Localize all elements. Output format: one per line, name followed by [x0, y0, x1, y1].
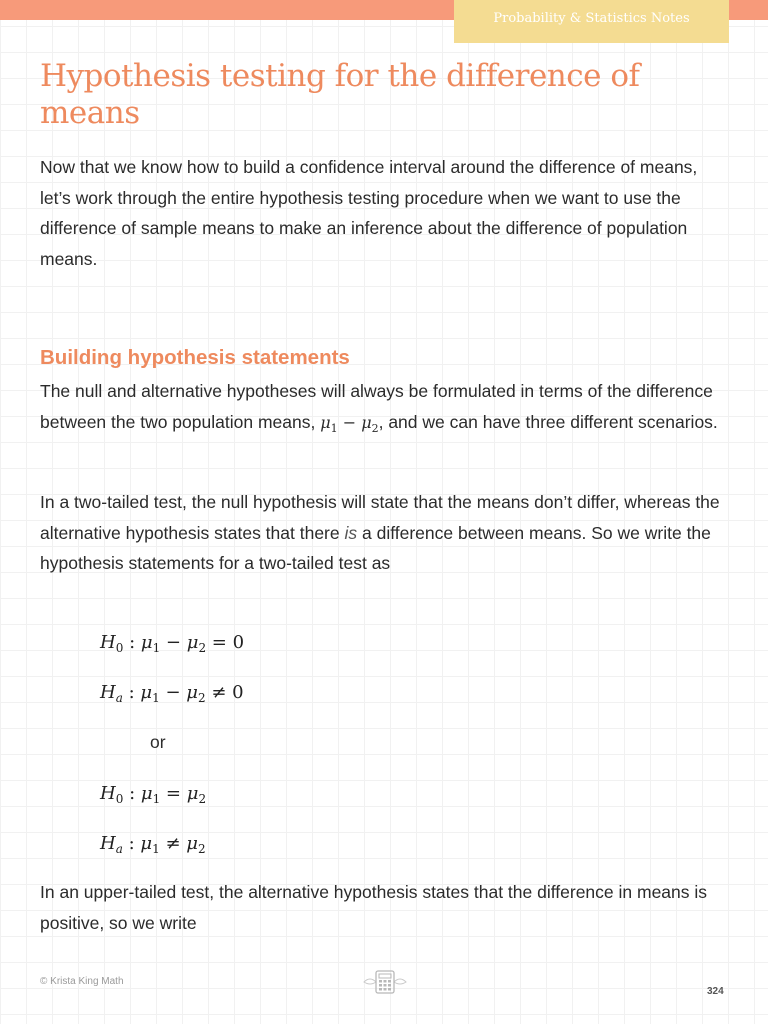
equation-alt-not-equal: $H_a$ : $\mu_1 \ne \mu_2$	[100, 833, 206, 856]
paragraph-text: In a two-tailed test, the null hypothesis will state that the means don’t differ, whereas the alternative hypothesis states that there	[40, 492, 720, 543]
equation-null-equal: $H_0$ : $\mu_1 = \mu_2$	[100, 783, 207, 806]
paragraph-upper-tailed: In an upper-tailed test, the alternative hypothesis states that the difference in means is positive, so we write	[40, 882, 708, 933]
paragraph-two-tailed	[40, 487, 730, 579]
header-tab-label: Probability & Statistics Notes	[493, 11, 690, 26]
or-label: or	[150, 732, 166, 752]
page-number: 324	[707, 986, 724, 997]
section-heading: Building hypothesis statements	[40, 346, 350, 369]
intro-paragraph: Now that we know how to build a confidence interval around the difference of means, let’s work through the entire hypothesis testing procedure when we want to use the difference of sample means to make an inference about the difference of population means.	[40, 157, 698, 269]
equation-alt-difference: $H_a$ : $\mu_1 - \mu_2 \ne 0$	[100, 682, 244, 705]
paragraph-text: , and we can have three different scenarios.	[378, 411, 718, 432]
footer-copyright: © Krista King Math	[40, 976, 124, 987]
equation-null-difference: $H_0$ : $\mu_1 - \mu_2 = 0$	[100, 632, 245, 655]
header-tab	[454, 0, 729, 43]
inline-math-mu-difference: $\mu_1 - \mu_2$	[320, 412, 379, 435]
page-title: Hypothesis testing for the difference of means	[40, 58, 640, 131]
calculator-logo-icon	[360, 966, 410, 996]
paragraph-text: The null and alternative hypotheses will always be formulated in terms of the difference between the two population means,	[40, 381, 713, 432]
paragraph-text: a difference between means. So we write the hypothesis statements for a two-tailed test as	[40, 522, 711, 573]
emphasis-text: is	[344, 522, 358, 543]
paragraph-hypotheses-intro	[40, 376, 730, 444]
